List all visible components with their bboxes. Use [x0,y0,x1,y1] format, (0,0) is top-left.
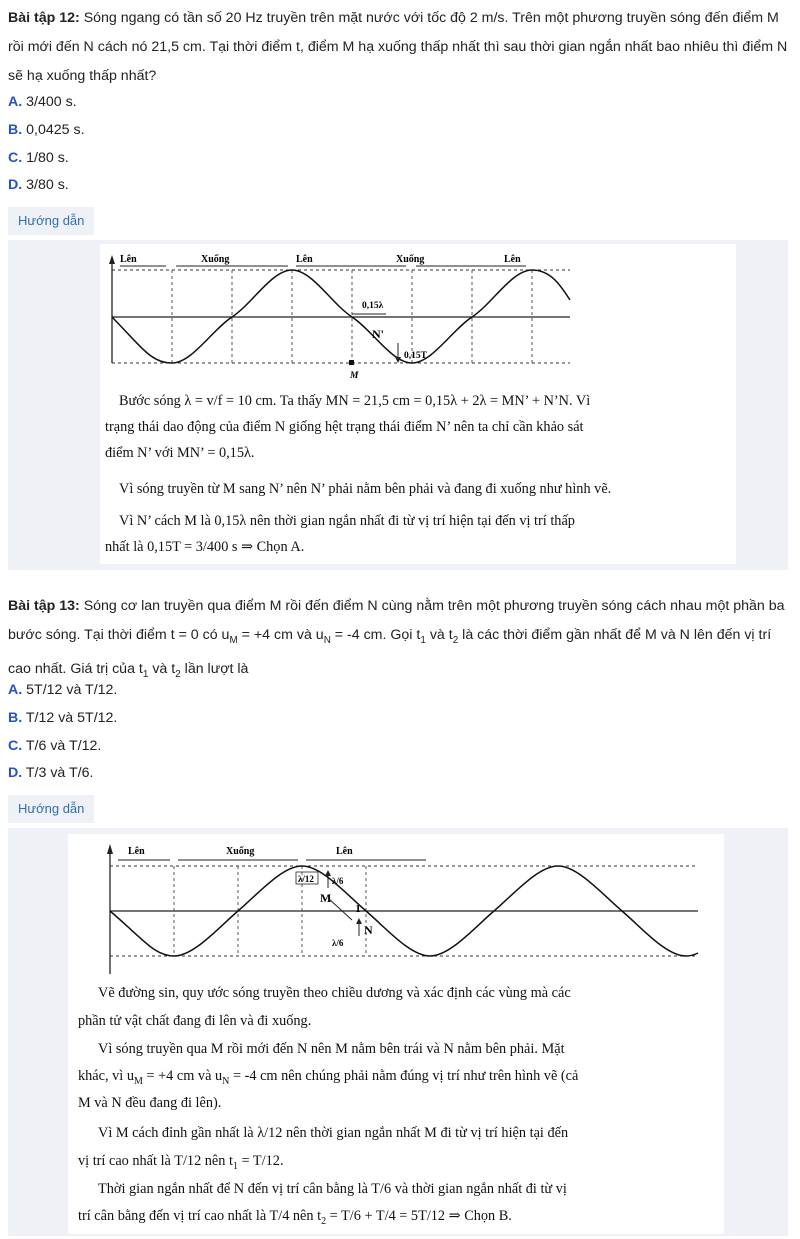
q12-sol-line-1: Bước sóng λ = v/f = 10 cm. Ta thấy MN = 21,5 cm = 0,15λ + 2λ = MN’ + N’N. Vì [119,393,591,409]
q12-label-015lambda: 0,15λ [362,301,384,311]
y-axis-arrow [109,255,115,264]
q13-solution-panel [8,828,788,1236]
q13-label-up-1: Lên [128,846,145,857]
q12-sol-line-3: điểm N’ với MN’ = 0,15λ. [105,445,255,461]
q13-label-m: M [320,891,332,905]
q12-label-down-1: Xuống [201,254,230,265]
question-12-text: Bài tập 12: Sóng ngang có tần số 20 Hz truyền trên mặt nước với tốc độ 2 m/s. Trên một phương truyền sóng đến điểm M rồi mới đến N cách nó 21,5 cm. Tại thời điểm t, điểm M hạ xuống thấp nhất thì sau thời gian ngắn nhất bao nhiêu thì điểm N sẽ hạ xuống thấp nhất? [8,10,788,84]
q13-wave-figure [76,838,706,983]
q13-sol-line-6: Vì M cách đỉnh gần nhất là λ/12 nên thời gian ngắn nhất M đi từ vị trí hiện tại đến [98,1125,569,1141]
q13-label-lambda12: λ/12 [298,874,314,884]
q13-sol-line-5: M và N đều đang đi lên). [78,1095,222,1111]
q12-label-up-1: Lên [120,254,137,265]
q13-label-i: I [356,903,361,915]
q13-up-arrowhead-1 [325,870,331,876]
q13-up-arrowhead-2 [356,918,362,924]
q13-label-down-1: Xuống [226,846,255,857]
q13-label-lambda6-bottom: λ/6 [332,938,344,948]
q12-option-d[interactable]: D. 3/80 s. [8,177,69,193]
q13-option-a[interactable]: A. 5T/12 và T/12. [8,682,118,698]
q13-sol-line-3: Vì sóng truyền qua M rồi mới đến N nên M nằm bên trái và N nằm bên phải. Mặt [98,1041,565,1057]
q12-solution-panel [8,240,788,570]
q13-label-lambda6-top: λ/6 [332,876,344,886]
q13-label-n: N [364,923,373,937]
q12-sol-line-5: Vì N’ cách M là 0,15λ nên thời gian ngắn nhất đi từ vị trí hiện tại đến vị trí thấp [119,513,575,529]
q12-sol-line-6: nhất là 0,15T = 3/400 s ⇒ Chọn A. [105,539,305,555]
q13-sol-line-7: vị trí cao nhất là T/12 nên $t_1 = T/12$. [78,1153,284,1172]
q13-sol-line-2: phần tử vật chất đang đi lên và đi xuống. [78,1013,312,1029]
q12-label-m: M [350,371,359,381]
q12-wave-figure [106,250,576,392]
q13-sol-line-4: khác, vì $u_M = +4$ cm và $u_N = -4$ cm nên chúng phải nằm đúng vị trí như trên hình vẽ (cả [78,1068,579,1087]
q13-option-b[interactable]: B. T/12 và 5T/12. [8,710,118,726]
q12-option-a[interactable]: A. 3/400 s. [8,94,77,110]
q13-sol-line-9: trí cân bằng đến vị trí cao nhất là T/4 nên $t_2 = T/6 + T/4 = 5T/12$ ⇒ Chọn B. [78,1208,512,1227]
q12-label-n-prime: N' [372,327,384,341]
q12-label-015t: 0,15T [404,351,427,361]
q12-solution-box [100,244,736,564]
q13-sol-line-8: Thời gian ngắn nhất để N đến vị trí cân bằng là T/6 và thời gian ngắn nhất đi từ vị [98,1181,567,1197]
q13-sol-line-1: Vẽ đường sin, quy ước sóng truyền theo chiều dương và xác định các vùng mà các [98,985,571,1001]
q12-point-m [349,360,354,365]
q13-option-d[interactable]: D. T/3 và T/6. [8,765,94,781]
q12-label-up-2: Lên [296,254,313,265]
q13-label-up-2: Lên [336,846,353,857]
q12-label-up-3: Lên [504,254,521,265]
q13-solution-box [68,834,724,1234]
question-13-label: Bài tập 13: [8,598,80,614]
q12-option-c[interactable]: C. 1/80 s. [8,150,69,166]
question-12-label: Bài tập 12: [8,10,80,26]
q12-option-b[interactable]: B. 0,0425 s. [8,122,85,138]
q12-sol-line-4: Vì sóng truyền từ M sang N’ nên N’ phải nằm bên phải và đang đi xuống như hình vẽ. [119,481,612,497]
q13-guide-tab[interactable]: Hướng dẫn [8,795,94,823]
q13-m-to-n-line [328,898,352,920]
q12-label-down-2: Xuống [396,254,425,265]
q12-guide-tab[interactable]: Hướng dẫn [8,207,94,235]
q13-y-axis-arrow [107,844,113,854]
q12-sol-line-2: trạng thái dao động của điểm N giống hệt trạng thái điểm N’ nên ta chỉ cần khảo sát [105,419,584,435]
question-13-text: Bài tập 13: Sóng cơ lan truyền qua điểm M rồi đến điểm N cùng nằm trên một phương truyền sóng cách nhau một phần ba bước sóng. Tại thời điểm t = 0 có $u_M = +4$ cm và $u_N = -4$ cm. Gọi $t_1$ và $t_2$ là các thời điểm gần nhất để M và N lên đến vị trí cao nhất. Giá trị của $t_1$ và $t_2$ lần lượt là [8,598,785,680]
q13-option-c[interactable]: C. T/6 và T/12. [8,738,102,754]
